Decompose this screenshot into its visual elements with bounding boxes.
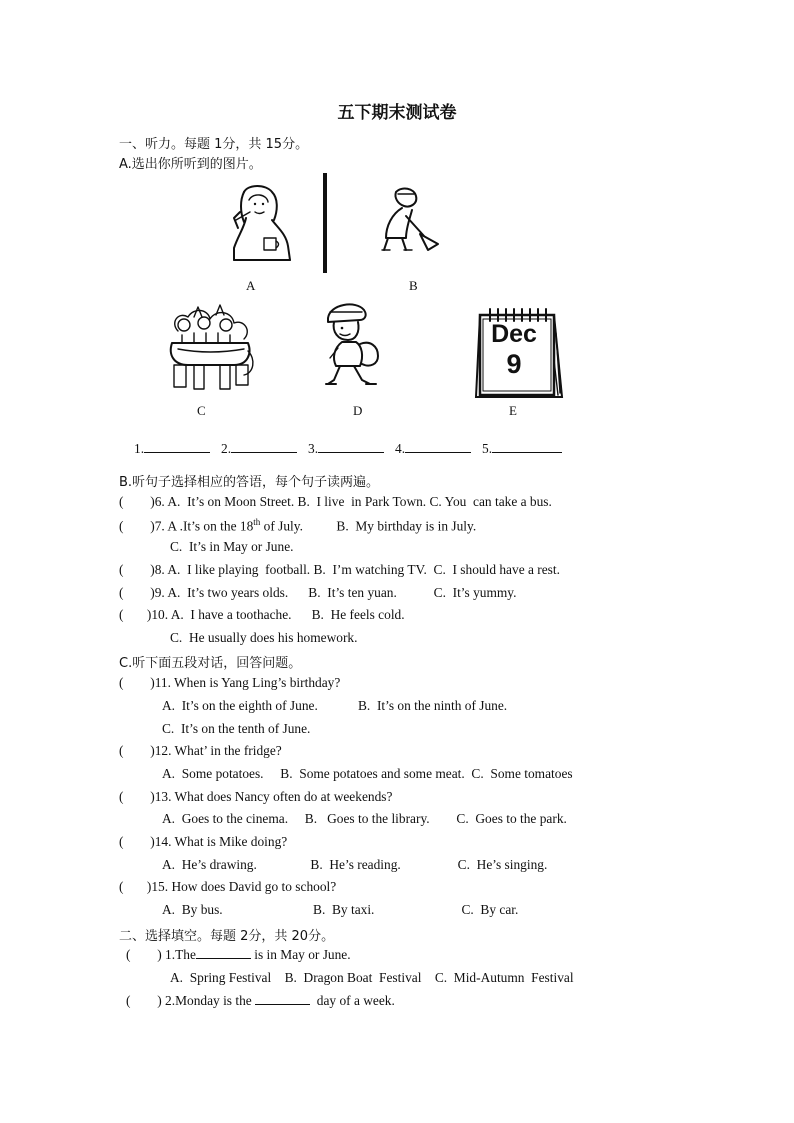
section1-heading: 一、听力。每题 1分，共 15分。 <box>119 137 309 152</box>
partB-heading: B.听句子选择相应的答语，每个句子读两遍。 <box>119 475 380 490</box>
question-10-option-c: C. He usually does his homework. <box>170 630 358 645</box>
picture-label-b: B <box>409 278 418 293</box>
question-13-options: A. Goes to the cinema. B. Goes to the library. C. Goes to the park. <box>162 811 567 826</box>
answer-blank-4[interactable]: 4. <box>395 441 471 457</box>
answer-blank-2[interactable]: 2. <box>221 441 297 457</box>
question-9: ( )9. A. It’s two years olds. B. It’s ten yuan. C. It’s yummy. <box>119 585 517 600</box>
section2-question-2: ( ) 2.Monday is the day of a week. <box>126 993 395 1008</box>
picture-label-c: C <box>197 403 206 418</box>
partC-heading: C.听下面五段对话，回答问题。 <box>119 656 302 671</box>
picture-label-a: A <box>246 278 256 293</box>
question-14: ( )14. What is Mike doing? <box>119 834 288 849</box>
question-11: ( )11. When is Yang Ling’s birthday? <box>119 675 341 690</box>
girl-brushing-teeth-illustration <box>222 182 297 264</box>
child-with-backpack-illustration <box>320 300 390 392</box>
question-11-option-c: C. It’s on the tenth of June. <box>162 721 311 736</box>
birthday-party-illustration <box>164 303 256 393</box>
section2-question-1-options: A. Spring Festival B. Dragon Boat Festival C. Mid-Autumn Festival <box>170 970 574 985</box>
answer-blank-1[interactable]: 1. <box>134 441 210 457</box>
question-7: ( )7. A .It’s on the 18th of July. B. My birthday is in July. <box>119 517 477 534</box>
section2-question-1: ( ) 1.The is in May or June. <box>126 947 351 962</box>
question-14-options: A. He’s drawing. B. He’s reading. C. He’s singing. <box>162 857 548 872</box>
picture-divider <box>323 173 327 273</box>
question-13: ( )13. What does Nancy often do at weekends? <box>119 789 393 804</box>
answer-blank-5[interactable]: 5. <box>482 441 562 457</box>
child-sweeping-illustration <box>376 186 442 256</box>
answer-blank-3[interactable]: 3. <box>308 441 384 457</box>
question-15-options: A. By bus. B. By taxi. C. By car. <box>162 902 519 917</box>
page-title: 五下期末测试卷 <box>337 103 457 123</box>
question-7-option-c: C. It’s in May or June. <box>170 539 294 554</box>
picture-label-e: E <box>509 403 517 418</box>
partA-heading: A.选出你所听到的图片。 <box>119 157 262 172</box>
calendar-month: Dec <box>491 320 537 348</box>
section2-heading: 二、选择填空。每题 2分，共 20分。 <box>119 929 335 944</box>
calendar-day: 9 <box>506 349 522 379</box>
question-12: ( )12. What’ in the fridge? <box>119 743 282 758</box>
question-12-options: A. Some potatoes. B. Some potatoes and some meat. C. Some tomatoes <box>162 766 573 781</box>
question-10: ( )10. A. I have a toothache. B. He feels cold. <box>119 607 405 622</box>
question-8: ( )8. A. I like playing football. B. I’m watching TV. C. I should have a rest. <box>119 562 560 577</box>
question-11-options: A. It’s on the eighth of June. B. It’s on the ninth of June. <box>162 698 508 713</box>
question-6: ( )6. A. It’s on Moon Street. B. I live in Park Town. C. You can take a bus. <box>119 494 552 509</box>
question-15: ( )15. How does David go to school? <box>119 879 337 894</box>
picture-label-d: D <box>353 403 363 418</box>
